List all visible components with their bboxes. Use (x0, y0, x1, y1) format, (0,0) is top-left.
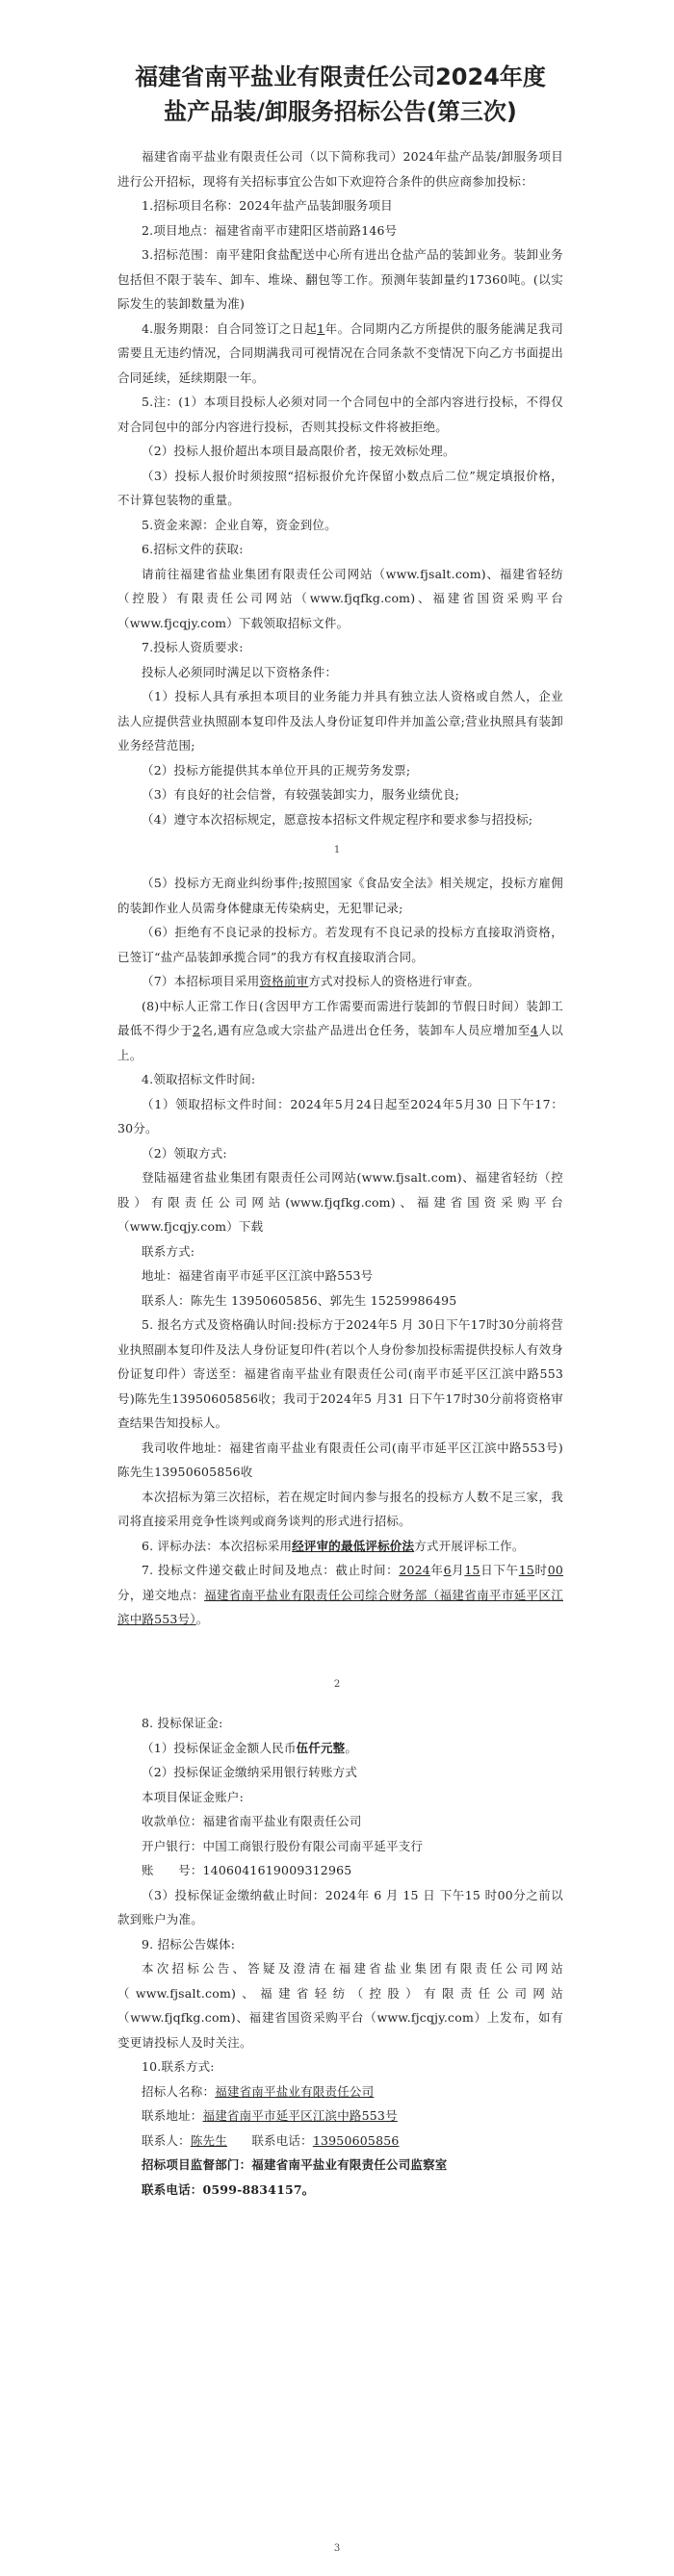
deposit-payee: 收款单位：福建省南平盐业有限责任公司 (142, 1814, 362, 1828)
title-line-2: 盐产品装/卸服务招标公告(第三次) (164, 98, 517, 125)
intro-paragraph: 福建省南平盐业有限责任公司（以下简称我司）2024年盐产品装/卸服务项目进行公开招标，现将有关招标事宜公告如下欢迎符合条件的供应商参加投标： (117, 149, 563, 189)
deposit-method: （2）投标保证金缴纳采用银行转账方式 (142, 1765, 358, 1779)
note-1: 5.注：(1）本项目投标人必须对同一个合同包中的全部内容进行投标，不得仅对合同包中的部分内容进行投标，否则其投标文件将被拒绝。 (117, 395, 563, 434)
item-project-location: 2.项目地点：福建省南平市建阳区塔前路146号 (142, 222, 398, 238)
qualification-3: （3）有良好的社会信誉，有较强装卸实力，服务业绩优良; (142, 787, 460, 802)
deposit-deadline: （3）投标保证金缴纳截止时间：2024年 6 月 15 日 下午15 时00分之前以款到账户为准。 (117, 1887, 563, 1926)
item-scope: 3.招标范围：南平建阳食盐配送中心所有进出仓盐产品的装卸业务。装卸业务包括但不限于装车、卸车、堆垛、翻包等工作。预测年装卸量约17360吨。(以实际发生的装卸数量为准) (117, 247, 563, 311)
qualification-7: （7）本招标项目采用资格前审方式对投标人的资格进行审查。 (142, 974, 480, 988)
item-project-name: 1.招标项目名称：2024年盐产品装卸服务项目 (142, 198, 393, 213)
deposit-amount: （1）投标保证金金额人民币伍仟元整。 (142, 1740, 358, 1755)
tenderer-address: 联系地址：福建省南平市延平区江滨中路553号 (142, 2108, 398, 2123)
receive-address: 我司收件地址：福建省南平盐业有限责任公司(南平市延平区江滨中路553号)陈先生13950605856收 (117, 1440, 563, 1479)
third-round-note: 本次招标为第三次招标，若在规定时间内参与报名的投标方人数不足三家，我司将直接采用竞争性谈判或商务谈判的形式进行招标。 (117, 1489, 563, 1528)
note-3: （3）投标人报价时须按照“招标报价允许保留小数点后二位”规定填报价格，不计算包装物的重量。 (117, 468, 563, 507)
obtain-method: 登陆福建省盐业集团有限责任公司网站(www.fjsalt.com)、福建省轻纺（控股）有限责任公司网站(www.fjqfkg.com)、福建省国资采购平台（www.fjcqjy.com）下载 (117, 1170, 563, 1234)
deposit-bank: 开户银行：中国工商银行股份有限公司南平延平支行 (142, 1838, 424, 1853)
item-qualification-heading: 7.投标人资质要求: (142, 640, 244, 654)
tenderer-name: 招标人名称：福建省南平盐业有限责任公司 (142, 2083, 375, 2099)
submission-deadline: 7. 投标文件递交截止时间及地点：截止时间：2024年6月15日下午15时00分，递交地点：福建省南平盐业有限责任公司综合财务部（福建省南平市延平区江滨中路553号）。 (117, 1563, 564, 1626)
item-obtain-docs-heading: 6.招标文件的获取: (142, 542, 244, 556)
item-funding: 5.资金来源：企业自筹，资金到位。 (142, 517, 337, 532)
item-service-period: 4.服务期限：自合同签订之日起1年。合同期内乙方所提供的服务能满足我司需要且无违约情况，合同期满我司可视情况在合同条款不变情况下向乙方书面提出合同延续，延续期限一年。 (117, 320, 563, 385)
page-number-1: 1 (333, 845, 341, 855)
registration: 5. 报名方式及资格确认时间:投标方于2024年5 月 30日下午17时30分前将营业执照副本复印件及法人身份证复印件(若以个人身份参加投标需提供投标人有效身份证复印件）寄送至：福建省南平盐业有限责任公司(南平市延平区江滨中路553号)陈先生13950605856收；我司于2024年5 月31 日下午17时30分前将资格审查结果告知投标人。 (117, 1317, 563, 1430)
contact-people: 联系人：陈先生 13950605856、郭先生 15259986495 (142, 1292, 457, 1308)
deposit-account-number: 账 号：1406041619009312965 (142, 1863, 352, 1877)
note-2: （2）投标人报价超出本项目最高限价者，按无效标处理。 (142, 444, 455, 458)
qualification-6: （6）拒绝有不良记录的投标方。若发现有不良记录的投标方直接取消资格，已签订“盐产品装卸承揽合同”的我方有权直接取消合同。 (117, 925, 563, 964)
media-heading: 9. 招标公告媒体: (142, 1936, 236, 1951)
supervision-department: 招标项目监督部门：福建省南平盐业有限责任公司监察室 (142, 2157, 448, 2172)
obtain-method-heading: （2）领取方式: (142, 1145, 227, 1160)
qualification-lead: 投标人必须同时满足以下资格条件： (142, 664, 338, 679)
page-2 (0, 871, 674, 1632)
service-years: 1 (317, 320, 325, 336)
qualification-8: (8)中标人正常工作日(含因甲方工作需要而需进行装卸的节假日时间）装卸工最低不得少于2名,遇有应急或大宗盐产品进出仓任务，装卸车人员应增加至4人以上。 (117, 998, 563, 1062)
review-method: 资格前审 (259, 974, 309, 988)
page-number-3: 3 (333, 2543, 341, 2554)
deposit-account-heading: 本项目保证金账户: (142, 1789, 245, 1804)
supervision-phone: 联系电话：0599-8834157。 (142, 2181, 315, 2197)
obtain-time-heading: 4.领取招标文件时间: (142, 1072, 256, 1086)
media-text: 本次招标公告、答疑及澄清在福建省盐业集团有限责任公司网站（www.fjsalt.com)、福建省轻纺（控股）有限责任公司网站（www.fjqfkg.com)、福建省国资采购平台（www.fjcqjy.com）上发布，如有变更请投标人及时关注。 (117, 1961, 563, 2050)
title-line-1: 福建省南平盐业有限责任公司2024年度 (135, 64, 546, 90)
contact-address: 地址：福建省南平市延平区江滨中路553号 (142, 1268, 374, 1283)
contact-heading: 联系方式: (142, 1243, 195, 1259)
qualification-5: （5）投标方无商业纠纷事件;按照国家《食品安全法》相关规定，投标方雇佣的装卸作业人员需身体健康无传染病史，无犯罪记录; (117, 876, 563, 915)
document-title (117, 60, 563, 129)
page-1 (0, 60, 674, 831)
evaluation-method: 6. 评标办法：本次招标采用经评审的最低评标价法方式开展评标工作。 (142, 1538, 525, 1553)
obtain-time: （1）领取招标文件时间：2024年5月24日起至2024年5月30 日下午17：30分。 (117, 1096, 563, 1135)
contact-info-heading: 10.联系方式: (142, 2059, 215, 2074)
qualification-1: （1）投标人具有承担本项目的业务能力并具有独立法人资格或自然人，企业法人应提供营业执照副本复印件及法人身份证复印件并加盖公章;营业执照具有装卸业务经营范围; (117, 689, 563, 752)
qualification-4: （4）遵守本次招标规定，愿意按本招标文件规定程序和要求参与招投标; (142, 811, 533, 827)
tenderer-contact: 联系人：陈先生 联系电话：13950605856 (142, 2132, 400, 2148)
page-number-2: 2 (333, 1679, 341, 1690)
page-3 (0, 1711, 674, 2202)
qualification-2: （2）投标方能提供其本单位开具的正规劳务发票; (142, 762, 411, 778)
item-obtain-docs-text: 请前往福建省盐业集团有限责任公司网站（www.fjsalt.com)、福建省轻纺（控股）有限责任公司网站（www.fjqfkg.com)、福建省国资采购平台（www.fjcqjy.com）下载领取招标文件。 (117, 566, 563, 630)
deposit-heading: 8. 投标保证金: (142, 1716, 223, 1730)
